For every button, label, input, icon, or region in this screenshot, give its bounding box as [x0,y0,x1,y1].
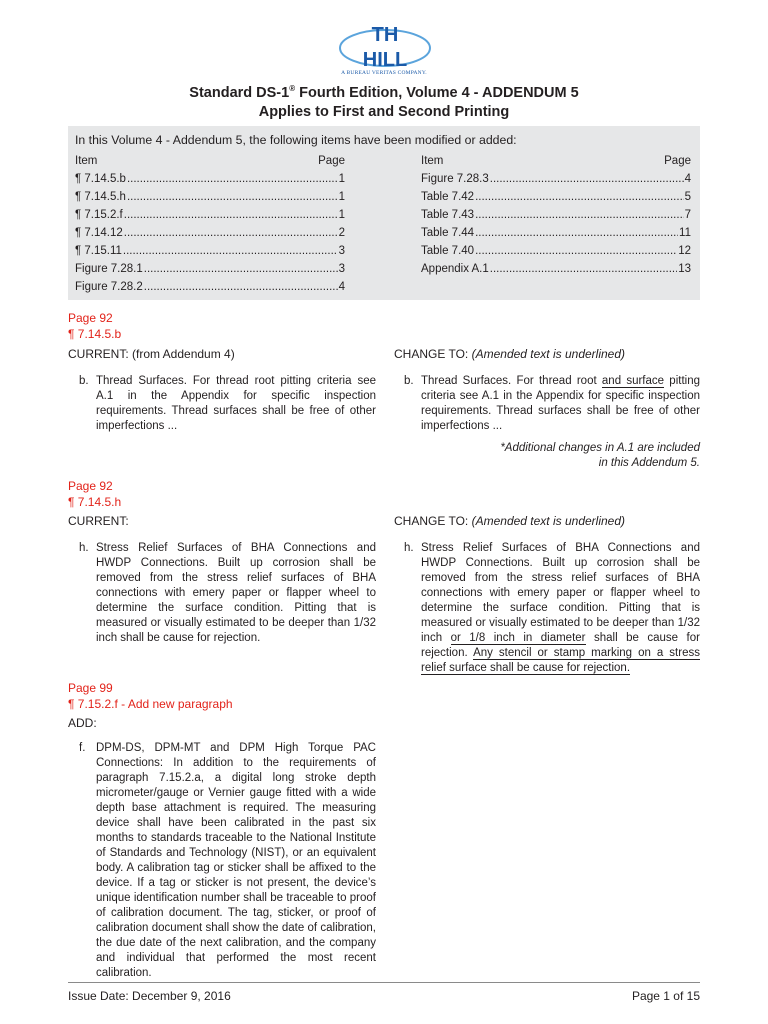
svg-text:TH: TH [371,24,399,46]
section1-page-ref: Page 92 [68,311,113,325]
section1-current-text: b. Thread Surfaces. For thread root pitting criteria see A.1 in the Appendix for specific inspection requirements. Thread surfaces shall be free of other imperfections ... [79,375,376,432]
summary-row: Appendix A.1 ..... 13 [421,260,691,278]
section3-paragraph-ref: ¶ 7.15.2.f - Add new paragraph [68,697,233,711]
section1-note-line1: *Additional changes in A.1 are included [500,442,700,454]
summary-row: Figure 7.28.1 ..... 3 [75,260,345,278]
summary-column-right [421,152,691,278]
summary-column-left [75,152,345,296]
summary-row: Table 7.44 ..... 11 [421,224,691,242]
section1-change-label: CHANGE TO: (Amended text is underlined) [394,347,626,361]
summary-intro: In this Volume 4 - Addendum 5, the following items have been modified or added: [75,133,517,147]
section2-change-label: CHANGE TO: (Amended text is underlined) [394,514,626,528]
svg-text:HILL: HILL [362,49,408,71]
footer-issue-date: Issue Date: December 9, 2016 [68,989,231,1003]
section2-page-ref: Page 92 [68,479,113,493]
summary-row: Figure 7.28.2 ..... 4 [75,278,345,296]
section2-current-text: h. Stress Relief Surfaces of BHA Connections and HWDP Connections. Built up corrosion shall be removed from the stress relief surfaces of BHA connections with emery paper or flapper wheel to determine the surface condition. Pitting that is measured or visually estimated to be deeper than 1/32 inch shall be cause for rejection. [79,542,376,644]
column-header-page: Page [664,155,691,167]
summary-row: ¶ 7.14.5.b ..... 1 [75,170,345,188]
document-title: Standard DS-1® Fourth Edition, Volume 4 - ADDENDUM 5 [189,84,579,101]
summary-row: Table 7.43 ..... 7 [421,206,691,224]
section2-current-label: CURRENT: [68,514,129,528]
section3-add-label: ADD: [68,716,97,730]
footer-page-number: Page 1 of 15 [631,989,700,1003]
footer-divider [68,982,700,983]
section2-paragraph-ref: ¶ 7.14.5.h [68,495,122,509]
column-header-page: Page [318,155,345,167]
summary-row: Table 7.42 ..... 5 [421,188,691,206]
section1-paragraph-ref: ¶ 7.14.5.b [68,327,122,341]
section2-change-text: h. Stress Relief Surfaces of BHA Connections and HWDP Connections. Built up corrosion shall be removed from the stress relief surfaces of BHA connections with emery paper or flapper wheel to determine the surface condition. Pitting that is measured or visually estimated to be deeper than 1/32 inch or 1/8 inch in diameter shall be cause for rejection. Any stencil or stamp marking on a stress relief surface shall be cause for rejection. [404,542,700,674]
summary-row: Figure 7.28.3 ..... 4 [421,170,691,188]
section3-page-ref: Page 99 [68,681,113,695]
document-subtitle: Applies to First and Second Printing [258,104,510,120]
summary-row: ¶ 7.14.12 ..... 2 [75,224,345,242]
summary-row: Table 7.40 ..... 12 [421,242,691,260]
summary-row: ¶ 7.14.5.h ..... 1 [75,188,345,206]
column-header-item: Item [421,155,444,167]
logo-subtitle: A BUREAU VERITAS COMPANY. [341,70,427,76]
column-header-item: Item [75,155,98,167]
section1-change-text: b. Thread Surfaces. For thread root and surface pitting criteria see A.1 in the Appendix for specific inspection requirements. Thread surfaces shall be free of other imperfections ... [404,375,700,432]
summary-row: ¶ 7.15.11 ..... 3 [75,242,345,260]
section1-current-label: CURRENT: (from Addendum 4) [68,347,235,361]
section3-new-paragraph: f. DPM-DS, DPM-MT and DPM High Torque PAC Connections: In addition to the requirements of paragraph 7.15.2.a, a digital long stroke depth micrometer/gauge or Vernier gauge fitted with a wide depth base attachment is required. The measuring device shall have been calibrated in the past six months to standards traceable to the National Institute of Standards and Technology (NIST), or an equivalent body. A calibration tag or sticker shall be affixed to the device. If a tag or sticker is not present, the device’s unique identification number shall be traceable to proof of calibration document. The tag, sticker, or proof of calibration document shall show the date of calibration, the due date of the next calibration, and the company and individual that performed the most recent calibration. [79,742,376,979]
section1-note-line2: in this Addendum 5. [598,457,700,469]
summary-box [68,126,700,300]
summary-row: ¶ 7.15.2.f ..... 1 [75,206,345,224]
